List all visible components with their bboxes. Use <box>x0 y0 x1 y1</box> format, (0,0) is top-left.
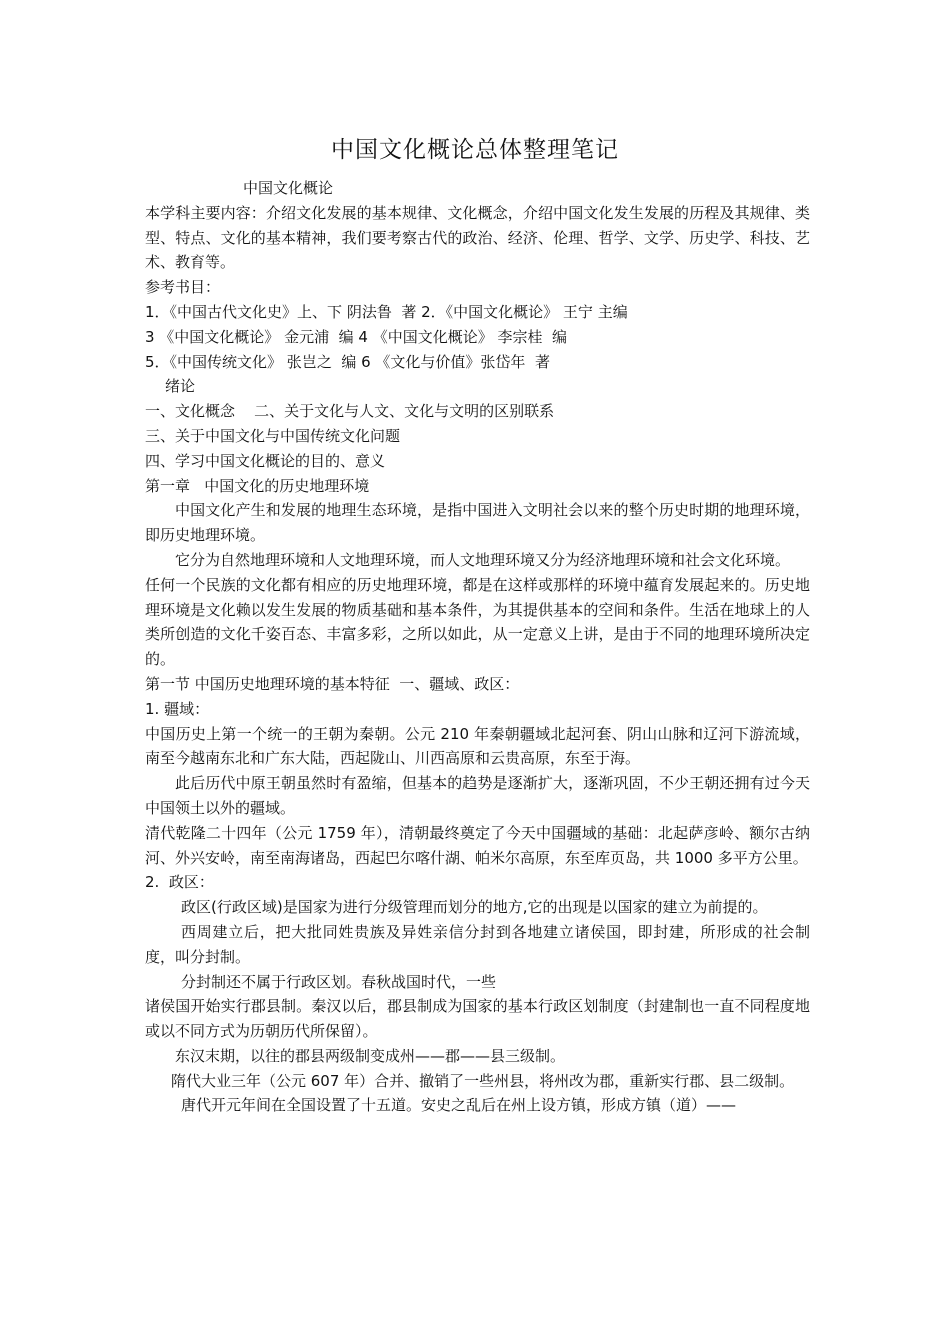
paragraph: 第一章 中国文化的历史地理环境 <box>145 476 370 495</box>
paragraph: 1. 疆域： <box>145 699 210 718</box>
paragraph: 2. 政区： <box>145 873 214 892</box>
paragraph: 西周建立后，把大批同姓贵族及异姓亲信分封到各地建立诸侯国，即封建，所形成的社会制度，叫分封制。 <box>145 922 810 966</box>
paragraph: 诸侯国开始实行郡县制。秦汉以后，郡县制成为国家的基本行政区划制度（封建制也一直不同程度地或以不同方式为历朝历代所保留）。 <box>145 997 810 1041</box>
paragraph: 唐代开元年间在全国设置了十五道。安史之乱后在州上设方镇，形成方镇（道）—— <box>181 1096 737 1115</box>
paragraph: 政区(行政区域)是国家为进行分级管理而划分的地方,它的出现是以国家的建立为前提的。 <box>181 898 768 917</box>
paragraph: 第一节 中国历史地理环境的基本特征 一、疆域、政区： <box>145 674 520 693</box>
paragraph: 此后历代中原王朝虽然时有盈缩，但基本的趋势是逐渐扩大，逐渐巩固，不少王朝还拥有过今天中国领土以外的疆域。 <box>145 774 810 817</box>
paragraph: 参考书目： <box>145 278 221 297</box>
paragraph: 分封制还不属于行政区划。春秋战国时代，一些 <box>181 972 497 991</box>
paragraph: 中国文化概论 <box>243 179 334 197</box>
paragraph: 5．《中国传统文化》 张岂之 编 6 《文化与价值》张岱年 著 <box>145 352 550 371</box>
paragraph: 东汉末期，以往的郡县两级制变成州——郡——县三级制。 <box>175 1046 566 1065</box>
paragraph: 它分为自然地理环境和人文地理环境，而人文地理环境又分为经济地理环境和社会文化环境。 <box>175 550 791 569</box>
paragraph: 中国文化产生和发展的地理生态环境，是指中国进入文明社会以来的整个历史时期的地理环境，即历史地理环境。 <box>145 501 810 545</box>
document-body <box>145 176 810 1118</box>
paragraph: 本学科主要内容：介绍文化发展的基本规律、文化概念，介绍中国文化发生发展的历程及其规律、类型、特点、文化的基本精神，我们要考察古代的政治、经济、伦理、哲学、文学、历史学、科技、艺术、教育等。 <box>145 203 810 272</box>
paragraph: 四、学习中国文化概论的目的、意义 <box>145 451 386 470</box>
paragraph: 绪论 <box>165 377 196 396</box>
paragraph: 任何一个民族的文化都有相应的历史地理环境，都是在这样或那样的环境中蕴育发展起来的。历史地理环境是文化赖以发生发展的物质基础和基本条件，为其提供基本的空间和条件。生活在地球上的人类所创造的文化千姿百态、丰富多彩，之所以如此，从一定意义上讲，是由于不同的地理环境所决定的。 <box>145 575 810 669</box>
paragraph: 三、关于中国文化与中国传统文化问题 <box>145 426 401 445</box>
paragraph: 3 《中国文化概论》 金元浦 编 4 《中国文化概论》 李宗桂 编 <box>145 327 568 346</box>
paragraph: 1．《中国古代文化史》上、下 阴法鲁 著 2．《中国文化概论》 王宁 主编 <box>145 302 628 321</box>
paragraph: 隋代大业三年（公元 607 年）合并、撤销了一些州县，将州改为郡，重新实行郡、县二级制。 <box>171 1071 795 1090</box>
paragraph: 清代乾隆二十四年（公元 1759 年），清朝最终奠定了今天中国疆域的基础：北起萨彦岭、额尔古纳河、外兴安岭，南至南海诸岛，西起巴尔喀什湖、帕米尔高原，东至库页岛，共 1000 多平方公里。 <box>145 823 810 867</box>
paragraph: 中国历史上第一个统一的王朝为秦朝。公元 210 年秦朝疆域北起河套、阴山山脉和辽河下游流域，南至今越南东北和广东大陆，西起陇山、川西高原和云贵高原，东至于海。 <box>145 724 810 768</box>
document-title: 中国文化概论总体整理笔记 <box>331 137 619 163</box>
paragraph: 一、文化概念 二、关于文化与人文、文化与文明的区别联系 <box>145 402 555 421</box>
